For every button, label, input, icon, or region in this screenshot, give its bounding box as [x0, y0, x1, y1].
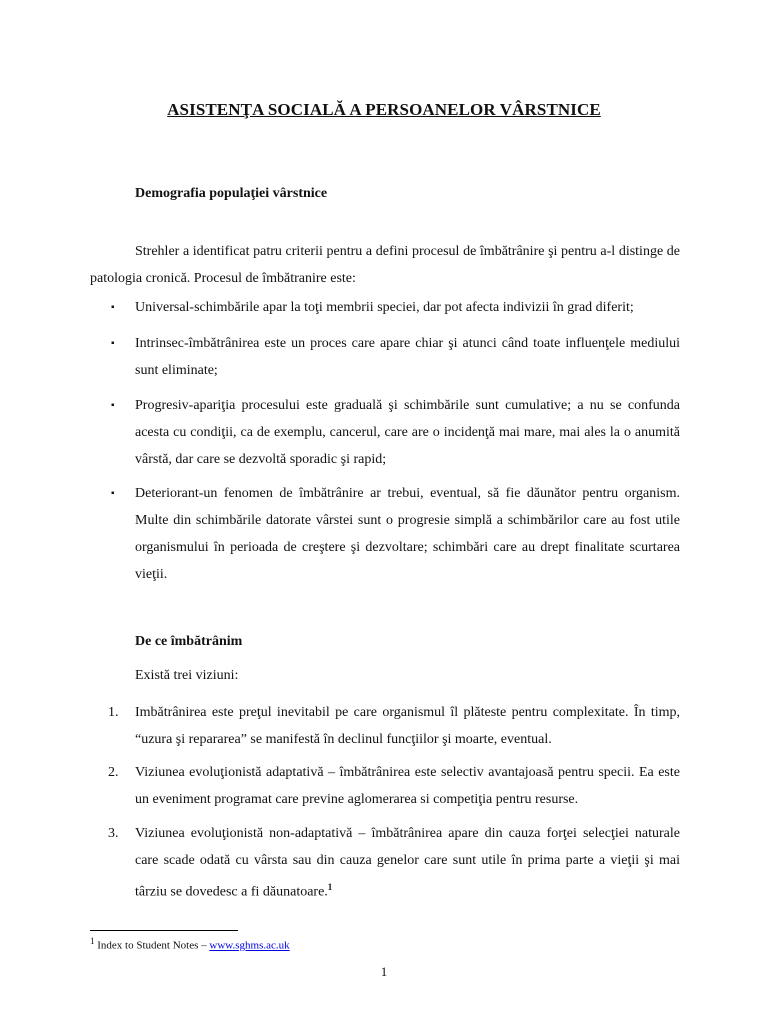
numbered-item-text: Viziunea evoluţionistă non-adaptativă – îmbătrânirea apare din cauza forţei selecţiei naturale care scade odată cu vârsta sau din cauza genelor care sunt utile în prima parte a vieţii şi mai târziu se dovedesc a fi dăunatoare. — [135, 826, 680, 900]
bullet-item-deteriorant: Deteriorant-un fenomen de îmbătrânire ar trebui, eventual, să fie dăunător pentru organism. Multe din schimbările datorate vârstei sunt o progresie simplă a schimbărilor care au fost utile organismului în perioada de creştere şi dezvoltare; schimbări care au drept finalitate scurtarea vieţii. — [135, 486, 680, 582]
list-number: 3. — [108, 826, 119, 841]
list-number: 1. — [108, 705, 119, 720]
footnote-mark: 1 — [90, 936, 95, 946]
footnote-reference[interactable]: 1 — [327, 882, 333, 892]
bullet-marker: ▪ — [111, 338, 115, 349]
section-heading-demografia: Demografia populaţiei vârstnice — [135, 186, 328, 201]
bullet-marker: ▪ — [111, 488, 115, 499]
section-heading-de-ce: De ce îmbătrânim — [135, 634, 243, 649]
document-title: ASISTENŢA SOCIALĂ A PERSOANELOR VÂRSTNICE — [167, 100, 601, 119]
bullet-marker: ▪ — [111, 302, 115, 313]
page-number: 1 — [380, 964, 388, 979]
bullet-item-intrinsec: Intrinsec-îmbătrânirea este un proces care apare chiar şi atunci când toate influenţele mediului sunt eliminate; — [135, 336, 680, 378]
numbered-item: Viziunea evoluţionistă adaptativă – îmbătrânirea este selectiv avantajoasă pentru specii. Ea este un eveniment programat care previne aglomerarea si competiţia pentru resurse. — [135, 765, 680, 807]
footnote-text: Index to Student Notes – — [94, 939, 210, 952]
footnote-separator — [90, 930, 238, 931]
bullet-item-universal: Universal-schimbările apar la toţi membrii speciei, dar pot afecta indivizii în grad diferit; — [135, 300, 634, 315]
numbered-item — [135, 820, 680, 906]
section-lead: Există trei viziuni: — [135, 668, 239, 683]
intro-paragraph: Strehler a identificat patru criterii pentru a defini procesul de îmbătrânire şi pentru a-l distinge de patologia cronică. Procesul de îmbătranire este: — [90, 244, 680, 286]
footnote — [90, 936, 290, 952]
list-number: 2. — [108, 765, 119, 780]
footnote-link[interactable]: www.sghms.ac.uk — [209, 939, 290, 952]
bullet-item-progresiv: Progresiv-apariţia procesului este graduală şi schimbările sunt cumulative; a nu se confunda acesta cu condiţii, ca de exemplu, cancerul, care are o incidenţă mai mare, mai ales la o anumită vârstă, dar care se dezvoltă sporadic şi rapid; — [135, 398, 680, 467]
numbered-item: Imbătrânirea este preţul inevitabil pe care organismul îl plăteste pentru complexitate. În timp, “uzura şi repararea” se manifestă în declinul funcţiilor şi moarte, eventual. — [135, 705, 680, 747]
bullet-marker: ▪ — [111, 400, 115, 411]
